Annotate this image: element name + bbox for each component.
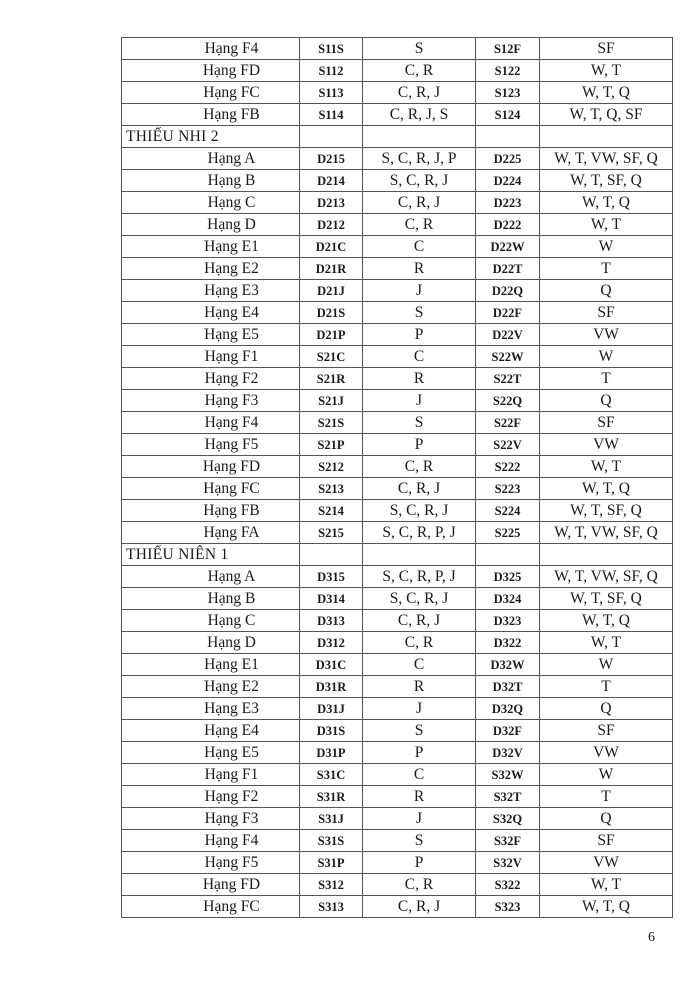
code-cell-2: S122 [476,60,540,82]
events-cell-2: W, T, VW, SF, Q [540,148,673,170]
code-cell-2: S22F [476,412,540,434]
events-cell-1: C, R, J [363,610,476,632]
events-cell-2: T [540,258,673,280]
rank-label: Hạng F5 [122,434,300,456]
rank-label: Hạng F1 [122,346,300,368]
section-title: THIẾU NIÊN 1 [122,544,300,566]
code-cell-2: D32T [476,676,540,698]
events-cell-2: VW [540,852,673,874]
events-cell-1: P [363,324,476,346]
rank-label: Hạng F2 [122,368,300,390]
code-cell-2: D325 [476,566,540,588]
events-cell-2: W, T, Q [540,610,673,632]
events-cell-1: C [363,654,476,676]
code-cell-2: S322 [476,874,540,896]
code-cell-1: S313 [300,896,363,918]
code-cell-2: S32Q [476,808,540,830]
code-cell-2: D22Q [476,280,540,302]
table-row [122,456,673,478]
empty-cell [363,544,476,566]
events-cell-1: S [363,830,476,852]
events-cell-1: P [363,742,476,764]
code-cell-1: D31J [300,698,363,720]
code-cell-2: S223 [476,478,540,500]
events-cell-1: C, R [363,874,476,896]
events-cell-1: C [363,236,476,258]
events-cell-2: W, T [540,60,673,82]
code-cell-2: S323 [476,896,540,918]
table-row [122,412,673,434]
rank-label: Hạng E4 [122,720,300,742]
code-cell-2: S225 [476,522,540,544]
code-cell-2: S32T [476,786,540,808]
table-row [122,808,673,830]
events-cell-2: SF [540,720,673,742]
code-cell-2: D223 [476,192,540,214]
events-cell-1: S, C, R, J, P [363,148,476,170]
rank-label: Hạng F4 [122,412,300,434]
code-cell-1: D212 [300,214,363,236]
code-cell-1: S21R [300,368,363,390]
empty-cell [476,126,540,148]
code-cell-1: S31S [300,830,363,852]
events-cell-2: T [540,368,673,390]
table-row [122,742,673,764]
code-cell-1: S214 [300,500,363,522]
events-cell-2: W, T [540,456,673,478]
events-cell-2: W, T [540,214,673,236]
category-table [121,37,673,918]
events-cell-2: W [540,346,673,368]
rank-label: Hạng E3 [122,280,300,302]
rank-label: Hạng FD [122,60,300,82]
rank-label: Hạng C [122,192,300,214]
section-header-row [122,126,673,148]
events-cell-1: S, C, R, P, J [363,566,476,588]
rank-label: Hạng E3 [122,698,300,720]
events-cell-2: W, T, Q [540,478,673,500]
code-cell-1: D31R [300,676,363,698]
code-cell-1: S113 [300,82,363,104]
table-row [122,60,673,82]
events-cell-2: W, T, VW, SF, Q [540,522,673,544]
rank-label: Hạng B [122,170,300,192]
events-cell-2: Q [540,698,673,720]
events-cell-2: W, T, VW, SF, Q [540,566,673,588]
table-row [122,324,673,346]
empty-cell [540,126,673,148]
code-cell-1: D314 [300,588,363,610]
rank-label: Hạng E4 [122,302,300,324]
code-cell-2: S22W [476,346,540,368]
code-cell-1: S114 [300,104,363,126]
rank-label: Hạng E5 [122,742,300,764]
code-cell-1: D213 [300,192,363,214]
events-cell-2: W, T, SF, Q [540,170,673,192]
table-row [122,478,673,500]
code-cell-1: S212 [300,456,363,478]
rank-label: Hạng A [122,148,300,170]
events-cell-2: Q [540,280,673,302]
code-cell-2: S12F [476,38,540,60]
table-row [122,896,673,918]
events-cell-1: J [363,808,476,830]
empty-cell [540,544,673,566]
events-cell-2: W, T, SF, Q [540,588,673,610]
code-cell-1: S213 [300,478,363,500]
events-cell-2: SF [540,412,673,434]
code-cell-1: S21C [300,346,363,368]
table-row [122,346,673,368]
events-cell-1: J [363,698,476,720]
events-cell-1: C, R [363,214,476,236]
code-cell-1: S31J [300,808,363,830]
rank-label: Hạng F3 [122,390,300,412]
table-row [122,786,673,808]
events-cell-1: C, R, J [363,192,476,214]
events-cell-1: C, R, J, S [363,104,476,126]
table-row [122,368,673,390]
rank-label: Hạng D [122,632,300,654]
code-cell-2: D222 [476,214,540,236]
rank-label: Hạng D [122,214,300,236]
events-cell-2: W [540,236,673,258]
table-row [122,654,673,676]
code-cell-1: S31C [300,764,363,786]
events-cell-1: S [363,412,476,434]
events-cell-2: W, T, Q [540,82,673,104]
events-cell-1: C, R [363,456,476,478]
table-row [122,302,673,324]
table-row [122,698,673,720]
events-cell-1: C, R, J [363,896,476,918]
table-row [122,170,673,192]
code-cell-1: S312 [300,874,363,896]
empty-cell [300,544,363,566]
events-cell-2: W, T, SF, Q [540,500,673,522]
code-cell-2: D322 [476,632,540,654]
events-cell-2: Q [540,390,673,412]
events-cell-2: T [540,676,673,698]
events-cell-2: SF [540,830,673,852]
empty-cell [363,126,476,148]
code-cell-2: D22W [476,236,540,258]
code-cell-1: D31C [300,654,363,676]
events-cell-1: P [363,434,476,456]
code-cell-2: S32W [476,764,540,786]
table-row [122,852,673,874]
events-cell-2: W, T, Q [540,192,673,214]
events-cell-1: C, R, J [363,478,476,500]
rank-label: Hạng E2 [122,676,300,698]
events-cell-1: C [363,346,476,368]
table-row [122,720,673,742]
table-row [122,588,673,610]
table-row [122,874,673,896]
code-cell-1: S31P [300,852,363,874]
table-row [122,610,673,632]
code-cell-1: D21J [300,280,363,302]
rank-label: Hạng F2 [122,786,300,808]
events-cell-1: S, C, R, J [363,500,476,522]
code-cell-1: S215 [300,522,363,544]
code-cell-1: D21R [300,258,363,280]
rank-label: Hạng FC [122,478,300,500]
events-cell-1: S [363,720,476,742]
code-cell-2: S22T [476,368,540,390]
rank-label: Hạng FB [122,104,300,126]
events-cell-1: C, R [363,60,476,82]
code-cell-2: D22F [476,302,540,324]
events-cell-1: R [363,368,476,390]
rank-label: Hạng E5 [122,324,300,346]
events-cell-1: S, C, R, J [363,170,476,192]
table-row [122,632,673,654]
code-cell-2: D22T [476,258,540,280]
code-cell-2: D32Q [476,698,540,720]
table-row [122,214,673,236]
rank-label: Hạng FD [122,874,300,896]
table-row [122,830,673,852]
table-row [122,258,673,280]
events-cell-2: SF [540,38,673,60]
empty-cell [300,126,363,148]
rank-label: Hạng F1 [122,764,300,786]
code-cell-1: S21S [300,412,363,434]
code-cell-1: D315 [300,566,363,588]
events-cell-2: W, T, Q, SF [540,104,673,126]
events-cell-1: C, R, J [363,82,476,104]
code-cell-2: S224 [476,500,540,522]
code-cell-1: D214 [300,170,363,192]
events-cell-1: C, R [363,632,476,654]
code-cell-2: D32V [476,742,540,764]
events-cell-2: W, T [540,874,673,896]
rank-label: Hạng F5 [122,852,300,874]
code-cell-2: S222 [476,456,540,478]
rank-label: Hạng F3 [122,808,300,830]
code-cell-2: D32W [476,654,540,676]
code-cell-1: D312 [300,632,363,654]
table-row [122,192,673,214]
rank-label: Hạng E2 [122,258,300,280]
events-cell-2: VW [540,434,673,456]
events-cell-2: W, T, Q [540,896,673,918]
code-cell-1: D313 [300,610,363,632]
rank-label: Hạng F4 [122,38,300,60]
rank-label: Hạng A [122,566,300,588]
code-cell-1: D215 [300,148,363,170]
table-row [122,82,673,104]
code-cell-1: D31S [300,720,363,742]
empty-cell [476,544,540,566]
events-cell-2: T [540,786,673,808]
table-row [122,522,673,544]
code-cell-2: S22Q [476,390,540,412]
events-cell-2: VW [540,742,673,764]
table-row [122,38,673,60]
rank-label: Hạng F4 [122,830,300,852]
table-row [122,434,673,456]
rank-label: Hạng FC [122,896,300,918]
events-cell-1: R [363,786,476,808]
events-cell-1: S [363,302,476,324]
table-row [122,676,673,698]
code-cell-2: D22V [476,324,540,346]
table-row [122,764,673,786]
events-cell-1: R [363,676,476,698]
code-cell-1: D31P [300,742,363,764]
events-cell-1: S, C, R, J [363,588,476,610]
events-cell-2: Q [540,808,673,830]
events-cell-1: P [363,852,476,874]
section-header-row [122,544,673,566]
code-cell-1: S21J [300,390,363,412]
code-cell-2: S32F [476,830,540,852]
events-cell-2: SF [540,302,673,324]
events-cell-1: C [363,764,476,786]
rank-label: Hạng FD [122,456,300,478]
page-number: 6 [648,930,655,945]
rank-label: Hạng FB [122,500,300,522]
table-row [122,104,673,126]
table-row [122,236,673,258]
category-table-body [122,38,673,918]
code-cell-1: D21P [300,324,363,346]
events-cell-2: VW [540,324,673,346]
rank-label: Hạng FA [122,522,300,544]
code-cell-1: S11S [300,38,363,60]
rank-label: Hạng E1 [122,654,300,676]
table-row [122,148,673,170]
table-row [122,566,673,588]
code-cell-1: S31R [300,786,363,808]
code-cell-2: D324 [476,588,540,610]
code-cell-2: S32V [476,852,540,874]
events-cell-1: J [363,280,476,302]
code-cell-2: D323 [476,610,540,632]
section-title: THIẾU NHI 2 [122,126,300,148]
events-cell-2: W [540,764,673,786]
code-cell-2: D225 [476,148,540,170]
rank-label: Hạng E1 [122,236,300,258]
events-cell-2: W [540,654,673,676]
code-cell-1: D21C [300,236,363,258]
code-cell-1: D21S [300,302,363,324]
code-cell-1: S21P [300,434,363,456]
events-cell-2: W, T [540,632,673,654]
rank-label: Hạng B [122,588,300,610]
code-cell-2: D224 [476,170,540,192]
events-cell-1: R [363,258,476,280]
code-cell-1: S112 [300,60,363,82]
events-cell-1: S, C, R, P, J [363,522,476,544]
code-cell-2: D32F [476,720,540,742]
code-cell-2: S124 [476,104,540,126]
table-row [122,500,673,522]
events-cell-1: J [363,390,476,412]
rank-label: Hạng FC [122,82,300,104]
rank-label: Hạng C [122,610,300,632]
events-cell-1: S [363,38,476,60]
code-cell-2: S123 [476,82,540,104]
table-row [122,280,673,302]
code-cell-2: S22V [476,434,540,456]
table-row [122,390,673,412]
